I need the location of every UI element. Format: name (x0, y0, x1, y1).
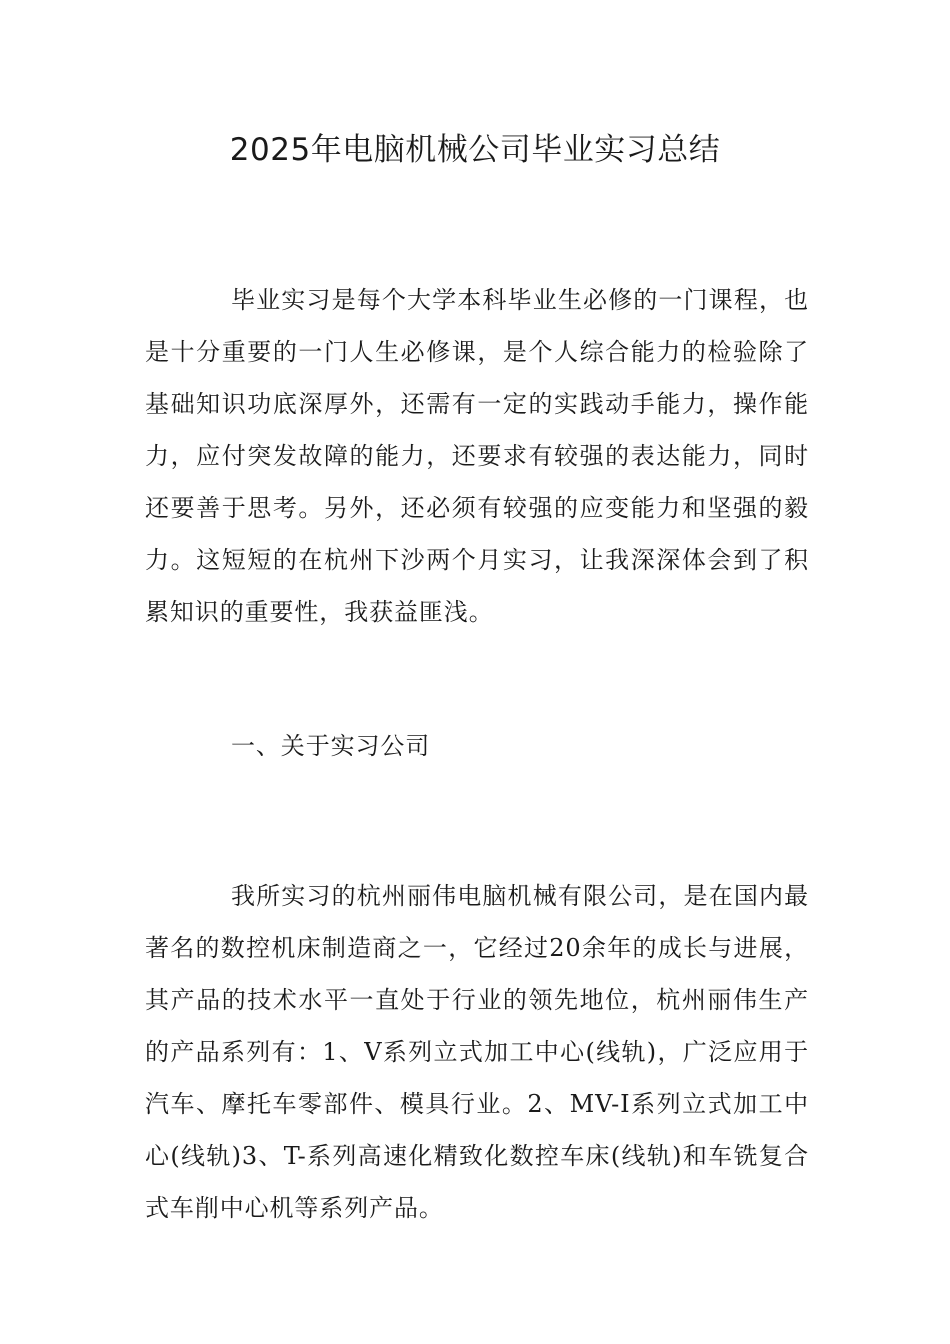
section-heading: 一、关于实习公司 (231, 732, 431, 760)
document-title: 2025年电脑机械公司毕业实习总结 (229, 132, 721, 168)
intro-paragraph: 毕业实习是每个大学本科毕业生必修的一门课程，也是十分重要的一门人生必修课，是个人综合能力的检验除了基础知识功底深厚外，还需有一定的实践动手能力，操作能力，应付突发故障的能力，还要求有较强的表达能力，同时还要善于思考。另外，还必须有较强的应变能力和坚强的毅力。这短短的在杭州下沙两个月实习，让我深深体会到了积累知识的重要性，我获益匪浅。 (145, 286, 809, 626)
company-paragraph: 我所实习的杭州丽伟电脑机械有限公司，是在国内最著名的数控机床制造商之一，它经过20余年的成长与进展，其产品的技术水平一直处于行业的领先地位，杭州丽伟生产的产品系列有：1、V系列立式加工中心(线轨)，广泛应用于汽车、摩托车零部件、模具行业。2、MV-I系列立式加工中心(线轨)3、T-系列高速化精致化数控车床(线轨)和车铣复合式车削中心机等系列产品。 (145, 882, 809, 1222)
